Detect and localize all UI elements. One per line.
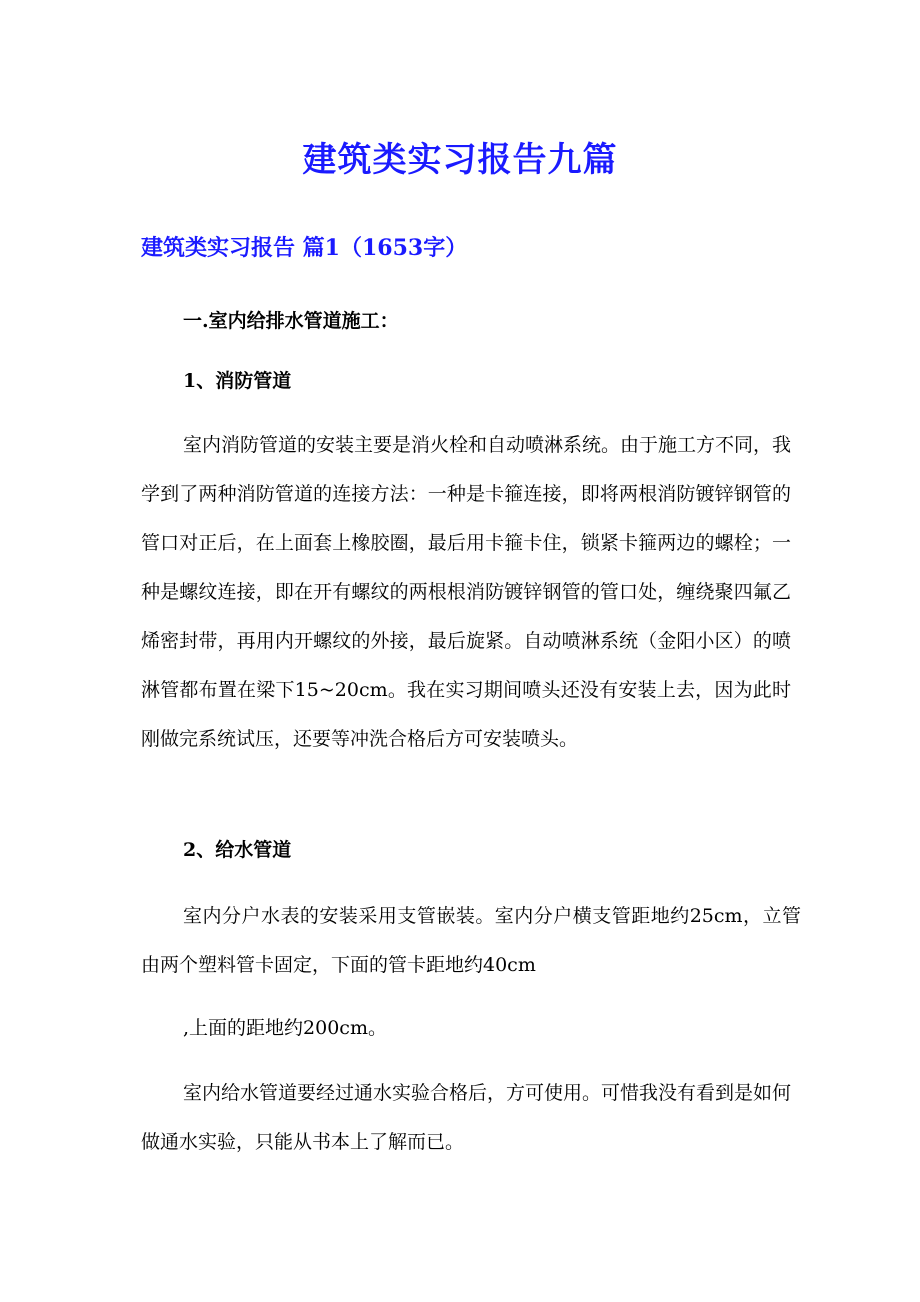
- document-title: 建筑类实习报告九篇: [302, 140, 618, 180]
- subheading-water-supply: 2、给水管道: [183, 839, 292, 861]
- paragraph-water-test: 室内给水管道要经过通水实验合格后，方可使用。可惜我没有看到是如何做通水实验，只能从书本上了解而已。: [141, 1082, 792, 1153]
- section-heading: 建筑类实习报告 篇1（1653字）: [141, 235, 468, 261]
- paragraph-water-supply-continued: ,上面的距地约200cm。: [183, 1017, 387, 1039]
- paragraph-fire-pipes: 室内消防管道的安装主要是消火栓和自动喷淋系统。由于施工方不同，我学到了两种消防管道的连接方法：一种是卡箍连接，即将两根消防镀锌钢管的管口对正后，在上面套上橡胶圈，最后用卡箍卡住，锁紧卡箍两边的螺栓；一种是螺纹连接，即在开有螺纹的两根根消防镀锌钢管的管口处，缠绕聚四氟乙烯密封带，再用内开螺纹的外接，最后旋紧。自动喷淋系统（金阳小区）的喷淋管都布置在梁下15~20cm。我在实习期间喷头还没有安装上去，因为此时刚做完系统试压，还要等冲洗合格后方可安装喷头。: [141, 434, 792, 750]
- item-heading: 一.室内给排水管道施工：: [183, 310, 399, 332]
- paragraph-water-supply: 室内分户水表的安装采用支管嵌装。室内分户横支管距地约25cm，立管由两个塑料管卡固定，下面的管卡距地约40cm: [141, 905, 801, 976]
- subheading-fire-pipes: 1、消防管道: [183, 370, 292, 392]
